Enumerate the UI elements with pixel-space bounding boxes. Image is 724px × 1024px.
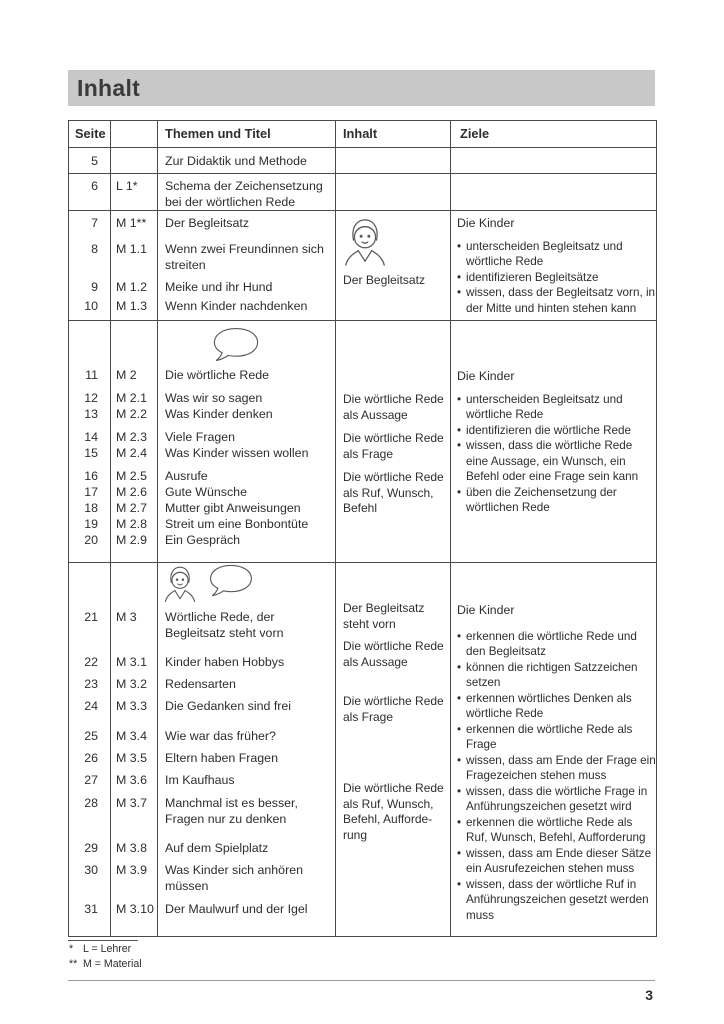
ziele-bullet: • wissen, dass am Ende der Frage ein Fragezeichen stehen muss [457, 753, 656, 784]
code-cell [110, 148, 157, 169]
code-cell: M 1.1 [116, 241, 147, 256]
ziele-bullet: • wissen, dass der wörtliche Ruf in Anführungszeichen gesetzt werden muss [457, 877, 656, 924]
inhalt-cell [335, 321, 450, 548]
inhalt-block: Die wörtliche Rede als Frage [343, 694, 444, 724]
page-cell: 20 [84, 533, 98, 547]
title-cell: Viele Fragen [165, 430, 236, 444]
code-cell: M 3.4 [116, 728, 147, 743]
code-cell: M 3.2 [116, 676, 147, 691]
speech-bubble-icon [207, 326, 265, 364]
page-cell: 7 [91, 216, 98, 230]
page-cell: 30 [84, 863, 98, 878]
ziele-cell [450, 321, 656, 548]
page-cell: 27 [84, 773, 98, 788]
title-cell: Meike und ihr Hund [165, 280, 273, 294]
title-cell: Wenn zwei Freundinnen sich streiten [165, 241, 324, 272]
page-cell: 14 [84, 430, 98, 444]
title-cell: Ausrufe [165, 469, 208, 483]
ziele-bullet: • erkennen die wörtliche Rede als Ruf, Wunsch, Befehl, Aufforderung [457, 815, 656, 846]
code-cell: L 1* [116, 179, 138, 193]
footnote [68, 957, 655, 971]
page-cell: 11 [85, 368, 98, 382]
inhalt-block: Die wörtliche Rede als Frage [343, 431, 444, 461]
page-cell: 24 [84, 699, 98, 714]
ziele-bullet: • können die richtigen Satzzeichen setzen [457, 660, 656, 691]
title-cell: Streit um eine Bonbontüte [165, 517, 309, 531]
ziele-heading: Die Kinder [457, 216, 515, 230]
title-cell: Der Maulwurf und der Igel [165, 901, 308, 916]
ziele-bullet: • identifizieren Begleitsätze [457, 270, 656, 286]
ziele-heading: Die Kinder [457, 369, 515, 383]
inhalt-cell [335, 563, 450, 923]
inhalt-block: Die wörtliche Rede als Ruf, Wunsch, Befehl [343, 470, 444, 515]
page-cell: 5 [91, 154, 98, 168]
footnotes [68, 940, 655, 971]
page-cell: 31 [84, 901, 98, 916]
ziele-cell [450, 563, 656, 923]
title-cell: Was Kinder sich anhören müssen [165, 863, 303, 894]
header-code [110, 121, 157, 141]
title-cell: Wörtliche Rede, der Begleitsatz steht vorn [165, 610, 284, 641]
title-cell: Ein Gespräch [165, 533, 241, 547]
title-cell: Was Kinder denken [165, 407, 273, 421]
code-cell: M 1.2 [116, 280, 147, 294]
page-cell: 26 [84, 750, 98, 765]
page-cell: 10 [84, 298, 98, 313]
header-seite: Seite [75, 126, 106, 141]
woman-face-icon [163, 565, 197, 603]
ziele-bullet: • erkennen wörtliches Denken als wörtliche Rede [457, 691, 656, 722]
page-cell: 21 [84, 610, 98, 625]
ziele-bullet: • identifizieren die wörtliche Rede [457, 423, 656, 439]
footnote-marker: * [69, 943, 74, 955]
code-cell: M 1.3 [116, 298, 147, 313]
footnote-text: M = Material [83, 958, 142, 970]
title-cell: Mutter gibt Anweisungen [165, 501, 301, 515]
inhalt-block: Der Begleitsatz steht vorn [343, 601, 425, 631]
inhalt-block: Die wörtliche Rede als Aussage [343, 392, 444, 422]
title-cell: Eltern haben Fragen [165, 750, 278, 765]
ziele-bullet: • wissen, dass die wörtliche Frage in Anführungszeichen gesetzt wird [457, 784, 656, 815]
page-cell: 9 [91, 280, 98, 294]
page-cell: 8 [91, 241, 98, 256]
title-cell: Was wir so sagen [165, 391, 263, 405]
column-divider [450, 121, 451, 936]
title-cell: Der Begleitsatz [165, 216, 250, 230]
ziele-bullet: • wissen, dass der Begleitsatz vorn, in der Mitte und hinten stehen kann [457, 285, 656, 316]
title-cell: Wie war das früher? [165, 728, 276, 743]
code-cell: M 2.6 [116, 485, 147, 499]
page-cell: 15 [84, 446, 98, 460]
header-themen: Themen und Titel [165, 126, 271, 141]
column-divider [157, 121, 158, 936]
footnote [68, 942, 655, 956]
code-cell: M 3.7 [116, 795, 147, 810]
title-cell: Kinder haben Hobbys [165, 654, 285, 669]
title-cell: Die wörtliche Rede [165, 368, 269, 382]
title-cell: Wenn Kinder nachdenken [165, 298, 308, 313]
footnote-text: L = Lehrer [83, 943, 132, 955]
code-cell: M 3.10 [116, 901, 154, 916]
code-cell: M 3.6 [116, 773, 147, 788]
footnote-rule [68, 940, 138, 941]
page-cell: 23 [84, 676, 98, 691]
code-cell: M 2.5 [116, 469, 147, 483]
footnote-marker: ** [69, 958, 78, 970]
column-divider [110, 121, 111, 936]
ziele-bullet: • unterscheiden Begleitsatz und wörtliche Rede [457, 392, 656, 423]
header-ziele: Ziele [460, 126, 490, 141]
page-cell: 13 [84, 407, 98, 421]
page-cell: 17 [84, 485, 98, 499]
page-number: 3 [645, 987, 653, 1003]
code-cell: M 2.3 [116, 430, 147, 444]
title-cell: Zur Didaktik und Methode [165, 154, 307, 168]
code-cell: M 3.3 [116, 699, 147, 714]
code-cell: M 2.7 [116, 501, 147, 515]
page-title: Inhalt [77, 74, 141, 101]
title-cell: Schema der Zeichensetzung bei der wörtlichen Rede [165, 179, 323, 209]
ziele-bullet: • wissen, dass die wörtliche Rede eine Aussage, ein Wunsch, ein Befehl oder eine Frage sein kann [457, 438, 656, 485]
code-cell: M 2.1 [116, 391, 147, 405]
title-cell: Was Kinder wissen wollen [165, 446, 309, 460]
code-cell: M 3.5 [116, 750, 147, 765]
ziele-bullet: • wissen, dass am Ende dieser Sätze ein Ausrufezeichen stehen muss [457, 846, 656, 877]
code-cell: M 3.1 [116, 654, 147, 669]
code-cell: M 2 [116, 368, 137, 382]
ziele-bullet: • üben die Zeichensetzung der wörtlichen Rede [457, 485, 656, 516]
page-cell: 18 [84, 501, 98, 515]
code-cell: M 2.8 [116, 517, 147, 531]
footer-rule [68, 980, 655, 981]
title-cell: Gute Wünsche [165, 485, 247, 499]
themen-icon-cell [157, 563, 335, 603]
ziele-bullet: • erkennen die wörtliche Rede als Frage [457, 722, 656, 753]
code-cell: M 2.9 [116, 533, 147, 547]
column-divider [335, 121, 336, 936]
title-cell: Die Gedanken sind frei [165, 699, 292, 714]
header-inhalt: Inhalt [343, 126, 378, 141]
code-cell: M 1** [116, 216, 147, 230]
page-cell: 28 [84, 795, 98, 810]
title-cell: Manchmal ist es besser, Fragen nur zu denken [165, 795, 298, 826]
themen-icon-cell [157, 321, 335, 367]
page-cell: 12 [84, 391, 98, 405]
page-cell: 19 [84, 517, 98, 531]
page-cell: 29 [84, 840, 98, 855]
page-content [68, 70, 655, 1003]
page-cell: 16 [84, 469, 98, 483]
title-cell: Auf dem Spielplatz [165, 840, 269, 855]
page-cell: 25 [84, 728, 98, 743]
code-cell: M 3.9 [116, 863, 147, 878]
ziele-cell [450, 211, 656, 316]
code-cell: M 3.8 [116, 840, 147, 855]
page-cell: 22 [84, 654, 98, 669]
code-cell: M 2.4 [116, 446, 147, 460]
ziele-bullet: • erkennen die wörtliche Rede und den Begleitsatz [457, 629, 656, 660]
inhalt-block: Die wörtliche Rede als Aussage [343, 639, 444, 669]
title-cell: Redensarten [165, 676, 236, 691]
code-cell: M 2.2 [116, 407, 147, 421]
ziele-heading: Die Kinder [457, 603, 515, 617]
inhalt-block: Die wörtliche Rede als Ruf, Wunsch, Befehl, Aufforde-rung [343, 781, 444, 842]
inhalt-cell [335, 211, 450, 316]
ziele-bullet: • unterscheiden Begleitsatz und wörtliche Rede [457, 239, 656, 270]
toc-table [68, 120, 657, 937]
page-cell: 6 [91, 179, 98, 193]
speech-bubble-icon [203, 563, 259, 599]
woman-face-icon [343, 217, 387, 267]
title-bar [68, 70, 655, 106]
code-cell: M 3 [116, 610, 137, 625]
inhalt-caption: Der Begleitsatz [343, 273, 426, 287]
title-cell: Im Kaufhaus [165, 773, 235, 788]
